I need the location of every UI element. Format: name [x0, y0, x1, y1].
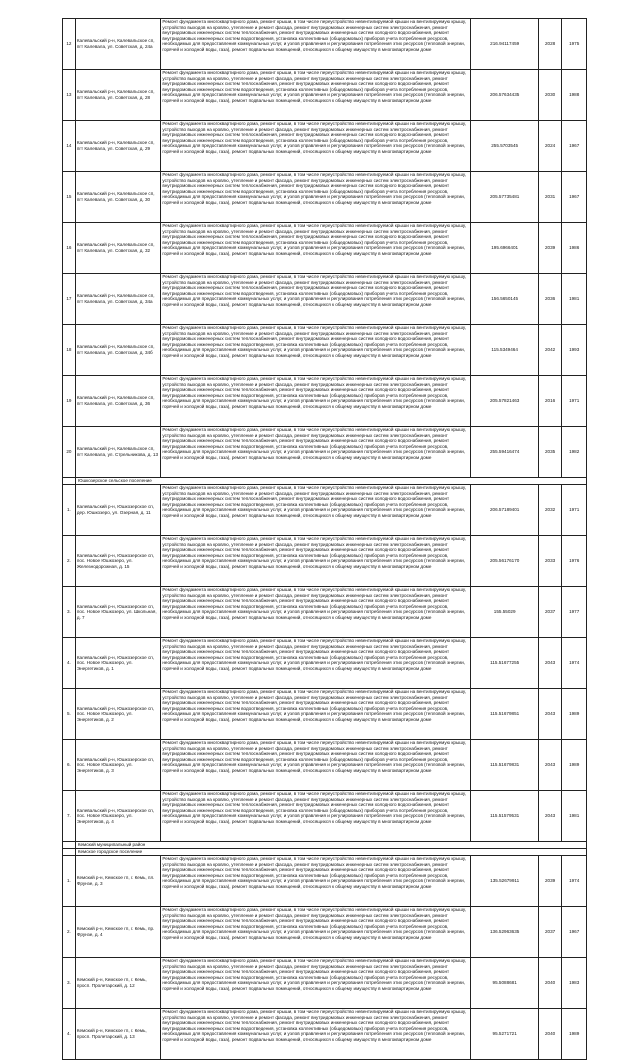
year-b-cell: 1975 — [562, 19, 587, 70]
work-description-cell: Ремонт фундамента многоквартирного дома, ремонт крыши, в том числе переустройство невентилируемой крыши на вентилируемую крышу, устройство выходов на кровлю, утепление и ремонт фасада, ремонт внутридомовых инженерных систем электроснабжения, ремонт внутридомовых инженерных систем теплоснабжения, ремонт внутридомовых инженерных систем холодного водоснабжения, ремонт внутридомовых инженерных систем водоотведения, установка коллективных (общедомовых) приборов учета потребления ресурсов, необходимых для предоставления коммунальных услуг, и узлов управления и регулирования потребления этих ресурсов (тепловой энергии, горячей и холодной воды, газа), ремонт подвальных помещений, относящихся к общему имуществу в многоквартирном доме — [161, 274, 471, 325]
year-a-cell: 2043 — [538, 740, 562, 791]
table-row — [63, 791, 587, 842]
table-row — [63, 376, 587, 427]
row-number: 1. — [63, 856, 76, 907]
work-description-cell: Ремонт фундамента многоквартирного дома, ремонт крыши, в том числе переустройство невентилируемой крыши на вентилируемую крышу, устройство выходов на кровлю, утепление и ремонт фасада, ремонт внутридомовых инженерных систем электроснабжения, ремонт внутридомовых инженерных систем теплоснабжения, ремонт внутридомовых инженерных систем холодного водоснабжения, ремонт внутридомовых инженерных систем водоотведения, установка коллективных (общедомовых) приборов учета потребления ресурсов, необходимых для предоставления коммунальных услуг, и узлов управления и регулирования потребления этих ресурсов (тепловой энергии, горячей и холодной воды, газа), ремонт подвальных помещений, относящихся к общему имуществу в многоквартирном доме — [161, 587, 471, 638]
year-a-cell: 2039 — [538, 223, 562, 274]
address-cell: Калевальский р-н, Калевальское сп, пгт Калевала, ул. Советская, д. 30 — [75, 172, 161, 223]
year-a-cell: 2036 — [538, 274, 562, 325]
year-a-cell: 2031 — [538, 172, 562, 223]
year-b-cell: 1967 — [562, 172, 587, 223]
year-b-cell: 1989 — [562, 740, 587, 791]
address-cell: Кемский р-н, Кемское гп, г. Кемь, просп. Пролетарский, д. 13 — [75, 1009, 161, 1060]
row-number: 18 — [63, 325, 76, 376]
row-number: 12 — [63, 19, 76, 70]
table-row — [63, 70, 587, 121]
cadastre-cell: 255.5703545 — [471, 121, 538, 172]
address-cell: Калевальский р-н, Калевальское сп, пгт Калевала, ул. Советская, д. 24а — [75, 19, 161, 70]
table-row — [63, 1009, 587, 1060]
year-a-cell: 2028 — [538, 19, 562, 70]
year-a-cell: 2039 — [538, 856, 562, 907]
year-a-cell: 2030 — [538, 70, 562, 121]
table-row — [63, 325, 587, 376]
section-number-cell — [63, 842, 76, 849]
year-a-cell: 2032 — [538, 485, 562, 536]
cadastre-cell: 95.5088681 — [471, 958, 538, 1009]
cadastre-cell: 156.5650145 — [471, 274, 538, 325]
cadastre-cell: 115.51677255 — [471, 638, 538, 689]
document-page — [62, 18, 587, 1060]
cadastre-cell: 115.5349464 — [471, 325, 538, 376]
work-description-cell: Ремонт фундамента многоквартирного дома, ремонт крыши, в том числе переустройство невентилируемой крыши на вентилируемую крышу, устройство выходов на кровлю, утепление и ремонт фасада, ремонт внутридомовых инженерных систем электроснабжения, ремонт внутридомовых инженерных систем теплоснабжения, ремонт внутридомовых инженерных систем холодного водоснабжения, ремонт внутридомовых инженерных систем водоотведения, установка коллективных (общедомовых) приборов учета потребления ресурсов, необходимых для предоставления коммунальных услуг, и узлов управления и регулирования потребления этих ресурсов (тепловой энергии, горячей и холодной воды, газа), ремонт подвальных помещений, относящихся к общему имуществу в многоквартирном доме — [161, 791, 471, 842]
year-b-cell: 1971 — [562, 485, 587, 536]
year-a-cell: 2042 — [538, 325, 562, 376]
section-title: Кемский муниципальный район — [75, 842, 586, 849]
year-a-cell: 2037 — [538, 587, 562, 638]
table-row — [63, 856, 587, 907]
cadastre-cell: 205.57735481 — [471, 172, 538, 223]
cadastre-cell: 205.57821463 — [471, 376, 538, 427]
address-cell: Калевальский р-н, Юшкозерское сп, пос. Новое Юшкозеро, ул. Энергетиков, д. 3 — [75, 740, 161, 791]
work-description-cell: Ремонт фундамента многоквартирного дома, ремонт крыши, в том числе переустройство невентилируемой крыши на вентилируемую крышу, устройство выходов на кровлю, утепление и ремонт фасада, ремонт внутридомовых инженерных систем электроснабжения, ремонт внутридомовых инженерных систем теплоснабжения, ремонт внутридомовых инженерных систем холодного водоснабжения, ремонт внутридомовых инженерных систем водоотведения, установка коллективных (общедомовых) приборов учета потребления ресурсов, необходимых для предоставления коммунальных услуг, и узлов управления и регулирования потребления этих ресурсов (тепловой энергии, горячей и холодной воды, газа), ремонт подвальных помещений, относящихся к общему имуществу в многоквартирном доме — [161, 70, 471, 121]
row-number: 3. — [63, 587, 76, 638]
table-row — [63, 907, 587, 958]
work-description-cell: Ремонт фундамента многоквартирного дома, ремонт крыши, в том числе переустройство невентилируемой крыши на вентилируемую крышу, устройство выходов на кровлю, утепление и ремонт фасада, ремонт внутридомовых инженерных систем электроснабжения, ремонт внутридомовых инженерных систем теплоснабжения, ремонт внутридомовых инженерных систем холодного водоснабжения, ремонт внутридомовых инженерных систем водоотведения, установка коллективных (общедомовых) приборов учета потребления ресурсов, необходимых для предоставления коммунальных услуг, и узлов управления и регулирования потребления этих ресурсов (тепловой энергии, горячей и холодной воды, газа), ремонт подвальных помещений, относящихся к общему имуществу в многоквартирном доме — [161, 485, 471, 536]
year-a-cell: 2035 — [538, 427, 562, 478]
row-number: 1. — [63, 485, 76, 536]
cadastre-cell: 205.56176170 — [471, 536, 538, 587]
table-row — [63, 958, 587, 1009]
address-cell: Калевальский р-н, Калевальское сп, пгт Калевала, ул. Советская, д. 34а — [75, 274, 161, 325]
year-b-cell: 1988 — [562, 70, 587, 121]
cadastre-cell: 195.6966401 — [471, 223, 538, 274]
address-cell: Калевальский р-н, Юшкозерское сп, пос. Новое Юшкозеро, ул. Школьная, д. 7 — [75, 587, 161, 638]
work-description-cell: Ремонт фундамента многоквартирного дома, ремонт крыши, в том числе переустройство невентилируемой крыши на вентилируемую крышу, устройство выходов на кровлю, утепление и ремонт фасада, ремонт внутридомовых инженерных систем электроснабжения, ремонт внутридомовых инженерных систем теплоснабжения, ремонт внутридомовых инженерных систем холодного водоснабжения, ремонт внутридомовых инженерных систем водоотведения, установка коллективных (общедомовых) приборов учета потребления ресурсов, необходимых для предоставления коммунальных услуг, и узлов управления и регулирования потребления этих ресурсов (тепловой энергии, горячей и холодной воды, газа), ремонт подвальных помещений, относящихся к общему имуществу в многоквартирном доме — [161, 121, 471, 172]
cadastre-cell: 155.55029 — [471, 587, 538, 638]
row-number: 20 — [63, 427, 76, 478]
year-a-cell: 2033 — [538, 536, 562, 587]
year-b-cell: 1982 — [562, 427, 587, 478]
row-number: 17 — [63, 274, 76, 325]
year-b-cell: 1989 — [562, 1009, 587, 1060]
address-cell: Калевальский р-н, Калевальское сп, пгт Калевала, ул. Советская, д. 34б — [75, 325, 161, 376]
work-description-cell: Ремонт фундамента многоквартирного дома, ремонт крыши, в том числе переустройство невентилируемой крыши на вентилируемую крышу, устройство выходов на кровлю, утепление и ремонт фасада, ремонт внутридомовых инженерных систем электроснабжения, ремонт внутридомовых инженерных систем теплоснабжения, ремонт внутридомовых инженерных систем холодного водоснабжения, ремонт внутридомовых инженерных систем водоотведения, установка коллективных (общедомовых) приборов учета потребления ресурсов, необходимых для предоставления коммунальных услуг, и узлов управления и регулирования потребления этих ресурсов (тепловой энергии, горячей и холодной воды, газа), ремонт подвальных помещений, относящихся к общему имуществу в многоквартирном доме — [161, 1009, 471, 1060]
row-number: 14 — [63, 121, 76, 172]
row-number: 4. — [63, 1009, 76, 1060]
address-cell: Калевальский р-н, Калевальское сп, пгт Калевала, ул. Советская, д. 36 — [75, 376, 161, 427]
row-number: 15 — [63, 172, 76, 223]
row-number: 4. — [63, 638, 76, 689]
year-b-cell: 1981 — [562, 274, 587, 325]
row-number: 6. — [63, 740, 76, 791]
work-description-cell: Ремонт фундамента многоквартирного дома, ремонт крыши, в том числе переустройство невентилируемой крыши на вентилируемую крышу, устройство выходов на кровлю, утепление и ремонт фасада, ремонт внутридомовых инженерных систем электроснабжения, ремонт внутридомовых инженерных систем теплоснабжения, ремонт внутридомовых инженерных систем холодного водоснабжения, ремонт внутридомовых инженерных систем водоотведения, установка коллективных (общедомовых) приборов учета потребления ресурсов, необходимых для предоставления коммунальных услуг, и узлов управления и регулирования потребления этих ресурсов (тепловой энергии, горячей и холодной воды, газа), ремонт подвальных помещений, относящихся к общему имуществу в многоквартирном доме — [161, 19, 471, 70]
address-cell: Калевальский р-н, Юшкозерское сп, пос. Новое Юшкозеро, ул. Энергетиков, д. 4 — [75, 791, 161, 842]
cadastre-cell: 255.59416474 — [471, 427, 538, 478]
address-cell: Кемский р-н, Кемское гп, г. Кемь, пр. Фрунзе, д. 4 — [75, 907, 161, 958]
cadastre-cell: 206.57189401 — [471, 485, 538, 536]
section-number-cell — [63, 478, 76, 485]
year-a-cell: 2040 — [538, 1009, 562, 1060]
work-description-cell: Ремонт фундамента многоквартирного дома, ремонт крыши, в том числе переустройство невентилируемой крыши на вентилируемую крышу, устройство выходов на кровлю, утепление и ремонт фасада, ремонт внутридомовых инженерных систем электроснабжения, ремонт внутридомовых инженерных систем теплоснабжения, ремонт внутридомовых инженерных систем холодного водоснабжения, ремонт внутридомовых инженерных систем водоотведения, установка коллективных (общедомовых) приборов учета потребления ресурсов, необходимых для предоставления коммунальных услуг, и узлов управления и регулирования потребления этих ресурсов (тепловой энергии, горячей и холодной воды, газа), ремонт подвальных помещений, относящихся к общему имуществу в многоквартирном доме — [161, 536, 471, 587]
address-cell: Калевальский р-н, Калевальское сп, пгт Калевала, ул. Советская, д. 29 — [75, 121, 161, 172]
address-cell: Калевальский р-н, Калевальское сп, пгт Калевала, ул. Стрельникова, д. 13 — [75, 427, 161, 478]
address-cell: Калевальский р-н, Юшкозерское сп, пос. Новое Юшкозеро, ул. Энергетиков, д. 2 — [75, 689, 161, 740]
section-header-row — [63, 849, 587, 856]
work-description-cell: Ремонт фундамента многоквартирного дома, ремонт крыши, в том числе переустройство невентилируемой крыши на вентилируемую крышу, устройство выходов на кровлю, утепление и ремонт фасада, ремонт внутридомовых инженерных систем электроснабжения, ремонт внутридомовых инженерных систем теплоснабжения, ремонт внутридомовых инженерных систем холодного водоснабжения, ремонт внутридомовых инженерных систем водоотведения, установка коллективных (общедомовых) приборов учета потребления ресурсов, необходимых для предоставления коммунальных услуг, и узлов управления и регулирования потребления этих ресурсов (тепловой энергии, горячей и холодной воды, газа), ремонт подвальных помещений, относящихся к общему имуществу в многоквартирном доме — [161, 958, 471, 1009]
section-number-cell — [63, 849, 76, 856]
address-cell: Калевальский р-н, Калевальское сп, пгт Калевала, ул. Советская, д. 28 — [75, 70, 161, 121]
table-row — [63, 172, 587, 223]
row-number: 2. — [63, 907, 76, 958]
year-b-cell: 1983 — [562, 958, 587, 1009]
year-a-cell: 2040 — [538, 958, 562, 1009]
year-b-cell: 1976 — [562, 536, 587, 587]
work-description-cell: Ремонт фундамента многоквартирного дома, ремонт крыши, в том числе переустройство невентилируемой крыши на вентилируемую крышу, устройство выходов на кровлю, утепление и ремонт фасада, ремонт внутридомовых инженерных систем электроснабжения, ремонт внутридомовых инженерных систем теплоснабжения, ремонт внутридомовых инженерных систем холодного водоснабжения, ремонт внутридомовых инженерных систем водоотведения, установка коллективных (общедомовых) приборов учета потребления ресурсов, необходимых для предоставления коммунальных услуг, и узлов управления и регулирования потребления этих ресурсов (тепловой энергии, горячей и холодной воды, газа), ремонт подвальных помещений, относящихся к общему имуществу в многоквартирном доме — [161, 223, 471, 274]
table-row — [63, 19, 587, 70]
cadastre-cell: 95.5271721 — [471, 1009, 538, 1060]
work-description-cell: Ремонт фундамента многоквартирного дома, ремонт крыши, в том числе переустройство невентилируемой крыши на вентилируемую крышу, устройство выходов на кровлю, утепление и ремонт фасада, ремонт внутридомовых инженерных систем электроснабжения, ремонт внутридомовых инженерных систем теплоснабжения, ремонт внутридомовых инженерных систем холодного водоснабжения, ремонт внутридомовых инженерных систем водоотведения, установка коллективных (общедомовых) приборов учета потребления ресурсов, необходимых для предоставления коммунальных услуг, и узлов управления и регулирования потребления этих ресурсов (тепловой энергии, горячей и холодной воды, газа), ремонт подвальных помещений, относящихся к общему имуществу в многоквартирном доме — [161, 907, 471, 958]
year-b-cell: 1977 — [562, 587, 587, 638]
section-title: Юшкозерское сельское поселение — [75, 478, 586, 485]
row-number: 13 — [63, 70, 76, 121]
year-b-cell: 1993 — [562, 325, 587, 376]
section-header-row — [63, 478, 587, 485]
year-a-cell: 2016 — [538, 376, 562, 427]
work-description-cell: Ремонт фундамента многоквартирного дома, ремонт крыши, в том числе переустройство невентилируемой крыши на вентилируемую крышу, устройство выходов на кровлю, утепление и ремонт фасада, ремонт внутридомовых инженерных систем электроснабжения, ремонт внутридомовых инженерных систем теплоснабжения, ремонт внутридомовых инженерных систем холодного водоснабжения, ремонт внутридомовых инженерных систем водоотведения, установка коллективных (общедомовых) приборов учета потребления ресурсов, необходимых для предоставления коммунальных услуг, и узлов управления и регулирования потребления этих ресурсов (тепловой энергии, горячей и холодной воды, газа), ремонт подвальных помещений, относящихся к общему имуществу в многоквартирном доме — [161, 740, 471, 791]
address-cell: Калевальский р-н, Юшкозерское сп, дер. Юшкозеро, ул. Озерная, д. 11 — [75, 485, 161, 536]
cadastre-cell: 115.51579531 — [471, 791, 538, 842]
table-row — [63, 223, 587, 274]
work-description-cell: Ремонт фундамента многоквартирного дома, ремонт крыши, в том числе переустройство невентилируемой крыши на вентилируемую крышу, устройство выходов на кровлю, утепление и ремонт фасада, ремонт внутридомовых инженерных систем электроснабжения, ремонт внутридомовых инженерных систем теплоснабжения, ремонт внутридомовых инженерных систем холодного водоснабжения, ремонт внутридомовых инженерных систем водоотведения, установка коллективных (общедомовых) приборов учета потребления ресурсов, необходимых для предоставления коммунальных услуг, и узлов управления и регулирования потребления этих ресурсов (тепловой энергии, горячей и холодной воды, газа), ремонт подвальных помещений, относящихся к общему имуществу в многоквартирном доме — [161, 376, 471, 427]
year-b-cell: 1981 — [562, 791, 587, 842]
table-body — [63, 19, 587, 1060]
cadastre-cell: 115.51679831 — [471, 740, 538, 791]
row-number: 19 — [63, 376, 76, 427]
year-a-cell: 2024 — [538, 121, 562, 172]
work-description-cell: Ремонт фундамента многоквартирного дома, ремонт крыши, в том числе переустройство невентилируемой крыши на вентилируемую крышу, устройство выходов на кровлю, утепление и ремонт фасада, ремонт внутридомовых инженерных систем электроснабжения, ремонт внутридомовых инженерных систем теплоснабжения, ремонт внутридомовых инженерных систем холодного водоснабжения, ремонт внутридомовых инженерных систем водоотведения, установка коллективных (общедомовых) приборов учета потребления ресурсов, необходимых для предоставления коммунальных услуг, и узлов управления и регулирования потребления этих ресурсов (тепловой энергии, горячей и холодной воды, газа), ремонт подвальных помещений, относящихся к общему имуществу в многоквартирном доме — [161, 638, 471, 689]
address-cell: Калевальский р-н, Юшкозерское сп, пос. Новое Юшкозеро, ул. Энергетиков, д. 1 — [75, 638, 161, 689]
table-row — [63, 740, 587, 791]
row-number: 7. — [63, 791, 76, 842]
address-cell: Кемский р-н, Кемское гп, г. Кемь, пл. Фрунзе, д. 3 — [75, 856, 161, 907]
address-cell: Калевальский р-н, Юшкозерское сп, пос. Новое Юшкозеро, ул. Железнодорожная, д. 15 — [75, 536, 161, 587]
year-b-cell: 1986 — [562, 223, 587, 274]
cadastre-cell: 206.57634435 — [471, 70, 538, 121]
year-b-cell: 1971 — [562, 376, 587, 427]
work-description-cell: Ремонт фундамента многоквартирного дома, ремонт крыши, в том числе переустройство невентилируемой крыши на вентилируемую крышу, устройство выходов на кровлю, утепление и ремонт фасада, ремонт внутридомовых инженерных систем электроснабжения, ремонт внутридомовых инженерных систем теплоснабжения, ремонт внутридомовых инженерных систем холодного водоснабжения, ремонт внутридомовых инженерных систем водоотведения, установка коллективных (общедомовых) приборов учета потребления ресурсов, необходимых для предоставления коммунальных услуг, и узлов управления и регулирования потребления этих ресурсов (тепловой энергии, горячей и холодной воды, газа), ремонт подвальных помещений, относящихся к общему имуществу в многоквартирном доме — [161, 427, 471, 478]
year-b-cell: 1967 — [562, 121, 587, 172]
year-a-cell: 2043 — [538, 638, 562, 689]
year-b-cell: 1989 — [562, 689, 587, 740]
address-cell: Кемский р-н, Кемское гп, г. Кемь, просп. Пролетарский, д. 12 — [75, 958, 161, 1009]
capital-repair-table — [62, 18, 587, 1060]
table-row — [63, 689, 587, 740]
cadastre-cell: 136.52963635 — [471, 907, 538, 958]
row-number: 5. — [63, 689, 76, 740]
work-description-cell: Ремонт фундамента многоквартирного дома, ремонт крыши, в том числе переустройство невентилируемой крыши на вентилируемую крышу, устройство выходов на кровлю, утепление и ремонт фасада, ремонт внутридомовых инженерных систем электроснабжения, ремонт внутридомовых инженерных систем теплоснабжения, ремонт внутридомовых инженерных систем холодного водоснабжения, ремонт внутридомовых инженерных систем водоотведения, установка коллективных (общедомовых) приборов учета потребления ресурсов, необходимых для предоставления коммунальных услуг, и узлов управления и регулирования потребления этих ресурсов (тепловой энергии, горячей и холодной воды, газа), ремонт подвальных помещений, относящихся к общему имуществу в многоквартирном доме — [161, 172, 471, 223]
row-number: 16 — [63, 223, 76, 274]
row-number: 2. — [63, 536, 76, 587]
cadastre-cell: 216.94117459 — [471, 19, 538, 70]
year-a-cell: 2043 — [538, 689, 562, 740]
year-b-cell: 1967 — [562, 907, 587, 958]
table-row — [63, 587, 587, 638]
table-row — [63, 638, 587, 689]
table-row — [63, 274, 587, 325]
section-header-row — [63, 842, 587, 849]
row-number: 3. — [63, 958, 76, 1009]
year-a-cell: 2043 — [538, 791, 562, 842]
year-a-cell: 2037 — [538, 907, 562, 958]
table-row — [63, 121, 587, 172]
work-description-cell: Ремонт фундамента многоквартирного дома, ремонт крыши, в том числе переустройство невентилируемой крыши на вентилируемую крышу, устройство выходов на кровлю, утепление и ремонт фасада, ремонт внутридомовых инженерных систем электроснабжения, ремонт внутридомовых инженерных систем теплоснабжения, ремонт внутридомовых инженерных систем холодного водоснабжения, ремонт внутридомовых инженерных систем водоотведения, установка коллективных (общедомовых) приборов учета потребления ресурсов, необходимых для предоставления коммунальных услуг, и узлов управления и регулирования потребления этих ресурсов (тепловой энергии, горячей и холодной воды, газа), ремонт подвальных помещений, относящихся к общему имуществу в многоквартирном доме — [161, 856, 471, 907]
work-description-cell: Ремонт фундамента многоквартирного дома, ремонт крыши, в том числе переустройство невентилируемой крыши на вентилируемую крышу, устройство выходов на кровлю, утепление и ремонт фасада, ремонт внутридомовых инженерных систем электроснабжения, ремонт внутридомовых инженерных систем теплоснабжения, ремонт внутридомовых инженерных систем холодного водоснабжения, ремонт внутридомовых инженерных систем водоотведения, установка коллективных (общедомовых) приборов учета потребления ресурсов, необходимых для предоставления коммунальных услуг, и узлов управления и регулирования потребления этих ресурсов (тепловой энергии, горячей и холодной воды, газа), ремонт подвальных помещений, относящихся к общему имуществу в многоквартирном доме — [161, 689, 471, 740]
table-row — [63, 485, 587, 536]
table-row — [63, 427, 587, 478]
year-b-cell: 1974 — [562, 638, 587, 689]
year-b-cell: 1974 — [562, 856, 587, 907]
cadastre-cell: 135.52679911 — [471, 856, 538, 907]
address-cell: Калевальский р-н, Калевальское сп, пгт Калевала, ул. Советская, д. 32 — [75, 223, 161, 274]
table-row — [63, 536, 587, 587]
cadastre-cell: 115.51679851 — [471, 689, 538, 740]
section-title: Кемское городское поселение — [75, 849, 586, 856]
work-description-cell: Ремонт фундамента многоквартирного дома, ремонт крыши, в том числе переустройство невентилируемой крыши на вентилируемую крышу, устройство выходов на кровлю, утепление и ремонт фасада, ремонт внутридомовых инженерных систем электроснабжения, ремонт внутридомовых инженерных систем теплоснабжения, ремонт внутридомовых инженерных систем холодного водоснабжения, ремонт внутридомовых инженерных систем водоотведения, установка коллективных (общедомовых) приборов учета потребления ресурсов, необходимых для предоставления коммунальных услуг, и узлов управления и регулирования потребления этих ресурсов (тепловой энергии, горячей и холодной воды, газа), ремонт подвальных помещений, относящихся к общему имуществу в многоквартирном доме — [161, 325, 471, 376]
